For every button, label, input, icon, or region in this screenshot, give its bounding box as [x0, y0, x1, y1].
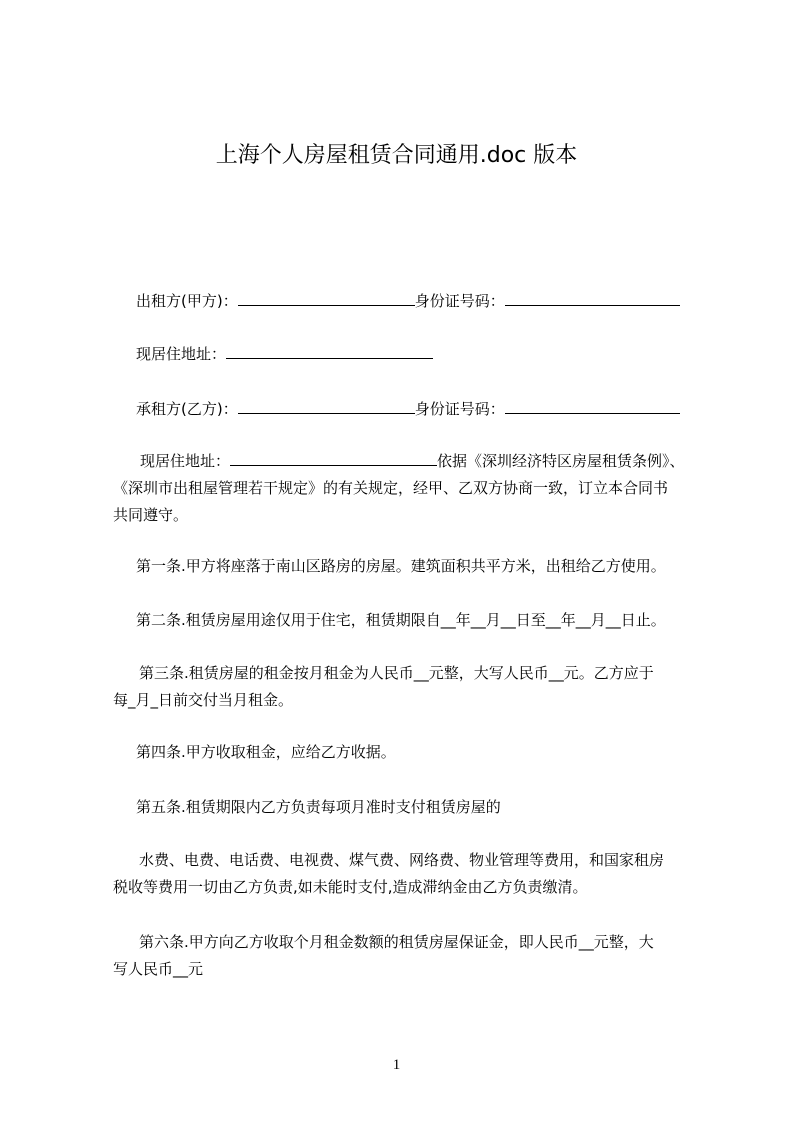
lessee-line	[136, 396, 726, 423]
lessor-label: 出租方(甲方)：	[136, 292, 238, 310]
article-3-line-1: 第三条.租赁房屋的租金按月租金为人民币__元整，大写人民币__元。乙方应于	[139, 664, 654, 682]
article-4: 第四条.甲方收取租金，应给乙方收据。	[136, 743, 396, 761]
lessor-id-blank	[505, 290, 680, 306]
intro-line-2: 《深圳市出租屋管理若干规定》的有关规定，经甲、乙双方协商一致，订立本合同书	[113, 479, 669, 497]
article-3	[113, 660, 703, 714]
article-6-line-2: 写人民币__元	[113, 960, 204, 978]
article-6-line-1: 第六条.甲方向乙方收取个月租金数额的租赁房屋保证金，即人民币__元整，大	[139, 933, 654, 951]
intro-line-3: 共同遵守。	[113, 506, 189, 524]
lessee-address-blank	[230, 450, 437, 466]
article-5-continuation	[113, 847, 703, 901]
intro-line-1-tail: 依据《深圳经济特区房屋租赁条例》、	[437, 452, 685, 470]
lessor-name-blank	[238, 290, 415, 306]
lessor-address-label: 现居住地址：	[136, 345, 227, 363]
article-5-cont-line-2: 税收等费用一切由乙方负责,如未能时支付,造成滞纳金由乙方负责缴清。	[113, 878, 588, 896]
lessee-name-blank	[238, 398, 415, 414]
lessor-line	[136, 288, 726, 315]
lessor-address-blank	[226, 343, 433, 359]
lessor-address-line	[136, 341, 726, 368]
article-3-line-2: 每_月_日前交付当月租金。	[113, 691, 294, 709]
article-2: 第二条.租赁房屋用途仅用于住宅，租赁期限自__年__月__日至__年__月__日止。	[136, 611, 666, 629]
article-5-cont-line-1: 水费、电费、电话费、电视费、煤气费、网络费、物业管理等费用，和国家租房	[139, 851, 665, 869]
lessee-id-label: 身份证号码：	[414, 400, 505, 418]
page-number: 1	[392, 1057, 401, 1073]
lessee-id-blank	[505, 398, 680, 414]
lessee-label: 承租方(乙方)：	[136, 400, 238, 418]
article-6	[113, 929, 703, 983]
intro-line-1	[113, 448, 703, 475]
article-5: 第五条.租赁期限内乙方负责每项月准时支付租赁房屋的	[136, 798, 501, 816]
lessor-id-label: 身份证号码：	[414, 292, 505, 310]
article-1: 第一条.甲方将座落于南山区路房的房屋。建筑面积共平方米，出租给乙方使用。	[136, 557, 666, 575]
intro-paragraph	[113, 448, 703, 529]
lessee-address-label: 现居住地址：	[140, 452, 231, 470]
document-title: 上海个人房屋租赁合同通用.doc 版本	[215, 143, 578, 168]
